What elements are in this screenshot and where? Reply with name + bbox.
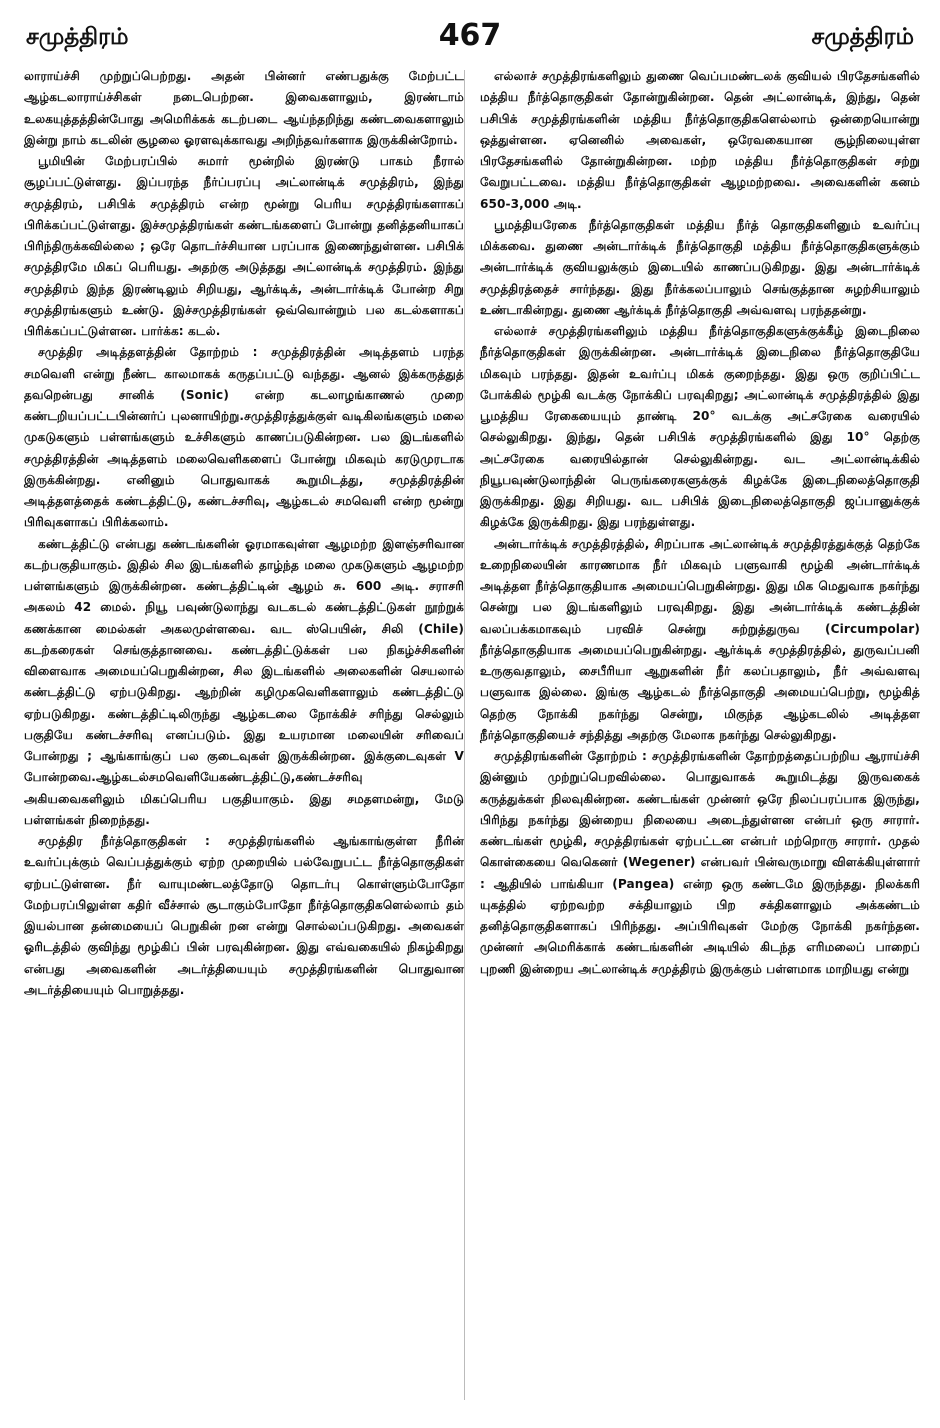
paragraph: சமுத்திர நீர்த்தொகுதிகள் : சமுத்திரங்களில் ஆங்காங்குள்ள நீரின் உவர்ப்புக்கும் வெப்பத்துக்கும் ஏற்ற முறையில் பல்வேறுபட்ட நீர்த்தொகுதிகள் ஏற்பட்டுள்ளன. நீர் வாயுமண்டலத்தோடு தொடர்பு கொள்ளும்போதோ மேற்பரப்பிலுள்ள கதிர் வீச்சால் சூடாகும்போதோ நீர்த்தொகுதிகளெல்லாம் தம் இயல்பான தன்மையைப் பெறுகின் றன என்று சொல்லப்படுகிறது. அவைகள் ஓரிடத்தில் குவிந்து மூழ்கிப் பின் பரவுகின்றன. இது எவ்வகையில் நிகழ்கிறது என்பது அவைகளின் அடர்த்தியையும் சமுத்திரங்களின் பொதுவான அடர்த்தியையும் பொறுத்தது. <box>24 834 464 997</box>
left-column <box>24 66 464 1001</box>
paragraph: எல்லாச் சமுத்திரங்களிலும் மத்திய நீர்த்தொகுதிகளுக்குக்கீழ் இடைநிலை நீர்த்தொகுதிகள் இருக்கின்றன. அன்டார்க்டிக் இடைநிலை நீர்த்தொகுதியே மிகவும் பரந்தது. இதன் உவர்ப்பு மிகக் குறைந்தது. இது ஒரு குறிப்பிட்ட போக்கில் மூழ்கி வடக்கு நோக்கிப் பரவுகிறது; அட்லான்டிக் சமுத்திரத்தில் இது பூமத்திய ரேகையையும் தாண்டி 20° வடக்கு அட்சரேகை வரையில் செல்லுகிறது. இந்து, தென் பசிபிக் சமுத்திரங்களில் இது 10° தெற்கு அட்சரேகை வரையில்தான் செல்லுகின்றது. வட அட்லான்டிக்கில் நியூபவுண்டுலாந்தின் பெருங்கரைகளுக்குக் கிழக்கே இடைநிலைத்தொகுதி இருக்கிறது. இது சிறியது. வட பசிபிக் இடைநிலைத்தொகுதி ஜப்பானுக்குக் கிழக்கே இருக்கிறது. இது பரந்துள்ளது. <box>480 324 920 530</box>
paragraph: லாராய்ச்சி முற்றுப்பெற்றது. அதன் பின்னர் எண்பதுக்கு மேற்பட்ட ஆழ்கடலாராய்ச்சிகள் நடைபெற்றன. இவைகளாலும், இரண்டாம் உலகயுத்தத்தின்போது அமெரிக்கக் கடற்படை ஆய்ந்தறிந்து கண்டவைகளாலும் இன்று நாம் கடலின் சூழலை ஓரளவுக்காவது அறிந்தவர்களாக இருக்கின்றோம். <box>24 69 464 147</box>
paragraph: சமுத்திரங்களின் தோற்றம் : சமுத்திரங்களின் தோற்றத்தைப்பற்றிய ஆராய்ச்சி இன்னும் முற்றுப்பெறவில்லை. பொதுவாகக் கூறுமிடத்து இருவகைக் கருத்துக்கள் நிலவுகின்றன. கண்டங்கள் முன்னர் ஒரே நிலப்பரப்பாக இருந்து, பிரிந்து நகர்ந்து இன்றைய நிலையை அடைந்துள்ளன என்பர் ஒரு சாரார். கண்டங்கள் மூழ்கி, சமுத்திரங்கள் ஏற்பட்டன என்பர் மற்றொரு சாரார். முதல் கொள்கையை வெகெனர் (Wegener) என்பவர் பின்வருமாறு விளக்கியுள்ளார் : ஆதியில் பாங்கியா (Pangea) என்ற ஒரு கண்டமே இருந்தது. நிலக்கரி யுகத்தில் ஏற்றவற்ற சக்தியாலும் பிற சக்திகளாலும் அக்கண்டம் தனித்தொகுதிகளாகப் பிரிந்தது. அப்பிரிவுகள் மேற்கு நோக்கி நகர்ந்தன. முன்னர் அமெரிக்காக் கண்டங்களின் அடியில் கிடந்த எரிமலைப் பாறைப் புறணி இன்றைய அட்லான்டிக் சமுத்திரம் இருக்கும் பள்ளமாக மாறியது என்று <box>480 749 920 976</box>
paragraph: எல்லாச் சமுத்திரங்களிலும் துணை வெப்பமண்டலக் குவியல் பிரதேசங்களில் மத்திய நீர்த்தொகுதிகள் தோன்றுகின்றன. தென் அட்லான்டிக், இந்து, தென் பசிபிக் சமுத்திரங்களின் மத்திய நீர்த்தொகுதிகளெல்லாம் ஒன்றையொன்று ஒத்துள்ளன. ஏனெனில் அவைகள், ஒரேவகையான சூழ்நிலையுள்ள பிரதேசங்களில் தோன்றுகின்றன. மற்ற மத்திய நீர்த்தொகுதிகள் சற்று வேறுபட்டவை. மத்திய நீர்த்தொகுதிகள் ஆழமற்றவை. அவைகளின் கனம் 650-3,000 அடி. <box>480 69 920 211</box>
paragraph: சமுத்திர அடித்தளத்தின் தோற்றம் : சமுத்திரத்தின் அடித்தளம் பரந்த சமவெளி என்று நீண்ட காலமாகக் கருதப்பட்டு வந்தது. ஆனல் இக்கருத்துத் தவறென்பது சானிக் (Sonic) என்ற கடலாழங்காணல் முறை கண்டறியப்பட்டபின்னர்ப் புலனாயிற்று.சமுத்திரத்துக்குள் வடிகிலங்களும் மலை முகடுகளும் பள்ளங்களும் உச்சிகளும் காணப்படுகின்றன. பல இடங்களில் சமுத்திரத்தின் அடித்தளம் மலைவெளிகளைப் போன்று மிகவும் கரடுமுரடாக இருக்கின்றது. எனினும் பொதுவாகக் கூறுமிடத்து, சமுத்திரத்தின் அடித்தளத்தைக் கண்டத்திட்டு, கண்டச்சரிவு, ஆழ்கடல் சமவெளி என்ற மூன்று பிரிவுகளாகப் பிரிக்கலாம். <box>24 345 464 530</box>
running-head-right: சமுத்திரம் <box>811 24 914 50</box>
paragraph: அன்டார்க்டிக் சமுத்திரத்தில், சிறப்பாக அட்லான்டிக் சமுத்திரத்துக்குத் தெற்கே உறைநிலையின் காரணமாக நீர் மிகவும் பளுவாகி மூழ்கி அன்டார்க்டிக் அடித்தள நீர்த்தொகுதியாக அமையப்பெறுகின்றது. இது மிக மெதுவாக நகர்ந்து சென்று பல இடங்களிலும் பரவுகிறது. இது அன்டார்க்டிக் கண்டத்தின் வலப்பக்கமாகவும் பரவிச் சென்று சுற்றுத்துருவ (Circumpolar) நீர்த்தொகுதியாக அமையப்பெறுகின்றது. ஆர்க்டிக் சமுத்திரத்தில், துருவப்பனி உருகுவதாலும், சைபீரியா ஆறுகளின் நீர் கலப்பதாலும், நீர் அவ்வளவு பளுவாக இல்லை. இங்கு ஆழ்கடல் நீர்த்தொகுதி அமையப்பெற்று, மூழ்கித் தெற்கு நோக்கி நகர்ந்து சென்று, மிகுந்த ஆழ்கடலில் அடித்தள நீர்த்தொகுதியைச் சந்தித்து அதற்கு மேலாக நகர்ந்து செல்லுகிறது. <box>480 536 920 742</box>
column-divider <box>464 70 465 1400</box>
page-number: 467 <box>438 18 502 53</box>
paragraph: பூமத்தியரேகை நீர்த்தொகுதிகள் மத்திய நீர்த் தொகுதிகளினும் உவர்ப்பு மிக்கவை. துணை அன்டார்க்டிக் நீர்த்தொகுதி மத்திய நீர்த்தொகுதிகளுக்கும் அன்டார்க்டிக் குவியலுக்கும் இடையில் காணப்படுகிறது. இது அன்டார்க்டிக் சமுத்திரத்தைச் சார்ந்தது. இது நீர்க்கலப்பாலும் செங்குத்தான சுழற்சியாலும் உண்டாகின்றது. துணை ஆர்க்டிக் நீர்த்தொகுதி அவ்வளவு பரந்ததன்று. <box>480 217 920 317</box>
paragraph: பூமியின் மேற்பரப்பில் சுமார் மூன்றில் இரண்டு பாகம் நீரால் சூழப்பட்டுள்ளது. இப்பரந்த நீர்ப்பரப்பு அட்லான்டிக் சமுத்திரம், இந்து சமுத்திரம், பசிபிக் சமுத்திரம் என்ற மூன்று பெரிய சமுத்திரங்களாகப் பிரிக்கப்பட்டுள்ளது. இச்சமுத்திரங்கள் கண்டங்களைப் போன்று தனித்தனியாகப் பிரிந்திருக்கவில்லை ; ஒரே தொடர்ச்சியான பரப்பாக இணைந்துள்ளன. பசிபிக் சமுத்திரமே மிகப் பெரியது. அதற்கு அடுத்தது அட்லான்டிக் சமுத்திரம். இந்து சமுத்திரம் இந்த இரண்டிலும் சிறியது, ஆர்க்டிக், அன்டார்க்டிக் போன்ற சிறு சமுத்திரங்களும் உண்டு. இச்சமுத்திரங்கள் ஒவ்வொன்றும் பல கடல்களாகப் பிரிக்கப்பட்டுள்ளன. பார்க்க: கடல். <box>24 154 464 338</box>
page-header <box>0 18 940 58</box>
paragraph: கண்டத்திட்டு என்பது கண்டங்களின் ஓரமாகவுள்ள ஆழமற்ற இளஞ்சரிவான கடற்பகுதியாகும். இதில் சில இடங்களில் தாழ்ந்த மலை முகடுகளும் ஆழமற்ற பள்ளங்களும் இருக்கின்றன. கண்டத்திட்டின் ஆழம் சு. 600 அடி. சராசரி அகலம் 42 மைல். நியூ பவுண்டுலாந்து வடகடல் கண்டத்திட்டுகள் நூற்றுக் கணக்கான மைல்கள் அகலமுள்ளவை. வட ஸ்பெயின், சிலி (Chile) கடற்கரைகள் செங்குத்தானவை. கண்டத்திட்டுக்கள் பல நிகழ்ச்சிகளின் விளைவாக அமையப்பெறுகின்றன, சில இடங்களில் அலைகளின் செயலால் கண்டத்திட்டு ஏற்படுகிறது. ஆற்றின் கழிமுகவெளிகளாலும் கண்டத்திட்டு ஏற்படுகிறது. கண்டத்திட்டிலிருந்து ஆழ்கடலை நோக்கிச் சரிந்து செல்லும் பகுதியே கண்டச்சரிவு எனப்படும். இது உயரமான மலையின் சரிவைப் போன்றது ; ஆங்காங்குப் பல குடைவுகள் இருக்கின்றன. இக்குடைவுகள் V போன்றவை.ஆழ்கடல்சமவெளியேகண்டத்திட்டு,கண்டச்சரிவு அகியவைகளிலும் மிகப்பெரிய பகுதியாகும். இது சமதளமன்று, மேடு பள்ளங்கள் நிறைந்தது. <box>24 536 464 827</box>
running-head-left: சமுத்திரம் <box>26 24 129 50</box>
right-column <box>480 66 920 980</box>
